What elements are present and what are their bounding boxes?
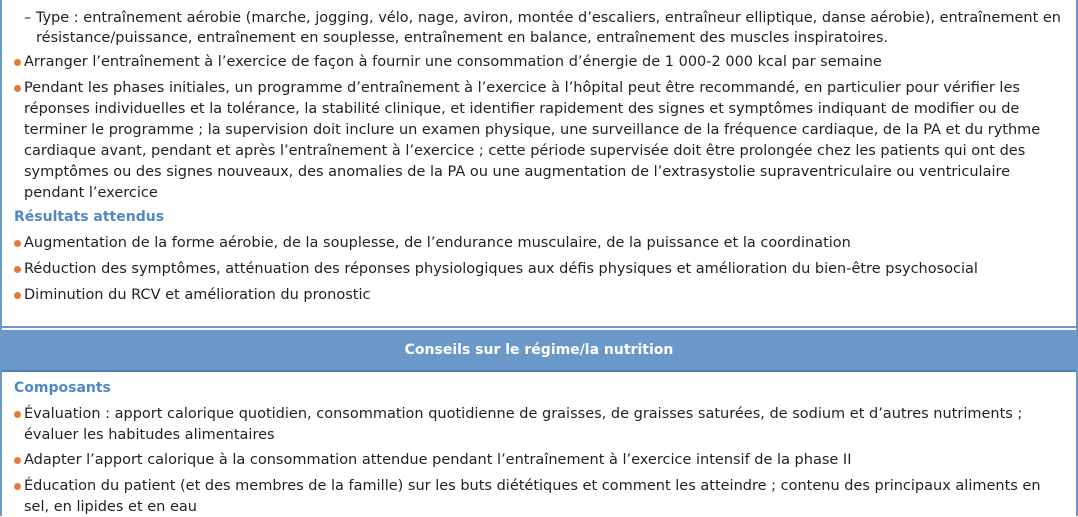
list-item-continuation: sel, en lipides et en eau (24, 499, 197, 515)
list-item-continuation: évaluer les habitudes alimentaires (24, 427, 275, 443)
bullet-icon (14, 266, 21, 273)
list-item: Éducation du patient (et des membres de la famille) sur les buts diététiques et comment les atteindre ; contenu des principaux aliments en (24, 478, 1041, 494)
list-item: Adapter l’apport calorique à la consommation attendue pendant l’entraînement à l’exercice intensif de la phase II (24, 452, 852, 468)
list-item: Réduction des symptômes, atténuation des réponses physiologiques aux défis physiques et amélioration du bien-être psychosocial (24, 261, 978, 277)
results-heading: Résultats attendus (14, 209, 165, 225)
exercise-training-section (2, 0, 1076, 328)
list-item: Diminution du RCV et amélioration du pronostic (24, 287, 371, 303)
section-header-band (2, 330, 1076, 372)
bullet-icon (14, 292, 21, 299)
bullet-icon (14, 59, 21, 66)
list-item: Pendant les phases initiales, un programme d’entraînement à l’exercice à l’hôpital peut être recommandé, en particulier pour vérifier les (24, 80, 1020, 96)
type-line-1: – Type : entraînement aérobie (marche, jogging, vélo, nage, aviron, montée d’escaliers, entraîneur elliptique, danse aérobie), entraînement en (24, 10, 1061, 26)
bullet-icon (14, 240, 21, 247)
bullet-icon (14, 411, 21, 418)
bullet-icon (14, 457, 21, 464)
type-line-2: résistance/puissance, entraînement en souplesse, entraînement en balance, entraînement des muscles inspiratoires. (36, 30, 889, 46)
bullet-icon (14, 85, 21, 92)
components-heading: Composants (14, 380, 111, 396)
list-item: Augmentation de la forme aérobie, de la souplesse, de l’endurance musculaire, de la puissance et la coordination (24, 235, 851, 251)
list-item: Évaluation : apport calorique quotidien, consommation quotidienne de graisses, de graisses saturées, de sodium et d’autres nutriments ; (24, 406, 1023, 422)
list-item: Arranger l’entraînement à l’exercice de façon à fournir une consommation d’énergie de 1 000-2 000 kcal par semaine (24, 54, 882, 70)
list-item-continuation: réponses individuelles et la tolérance, la stabilité clinique, et identifier rapidement des signes et symptômes indiquant de modifier ou de (24, 101, 1020, 117)
list-item-continuation: cardiaque avant, pendant et après l’entraînement à l’exercice ; cette période supervisée doit être prolongée chez les patients qui ont des (24, 143, 1026, 159)
list-item-continuation: pendant l’exercice (24, 185, 158, 201)
section-title: Conseils sur le régime/la nutrition (404, 342, 674, 358)
bullet-icon (14, 483, 21, 490)
list-item-continuation: terminer le programme ; la supervision doit inclure un examen physique, une surveillance de la fréquence cardiaque, de la PA et du rythme (24, 122, 1041, 138)
list-item-continuation: symptômes ou des signes nouveaux, des anomalies de la PA ou une augmentation de l’extrasystolie supraventriculaire ou ventriculaire (24, 164, 1011, 180)
